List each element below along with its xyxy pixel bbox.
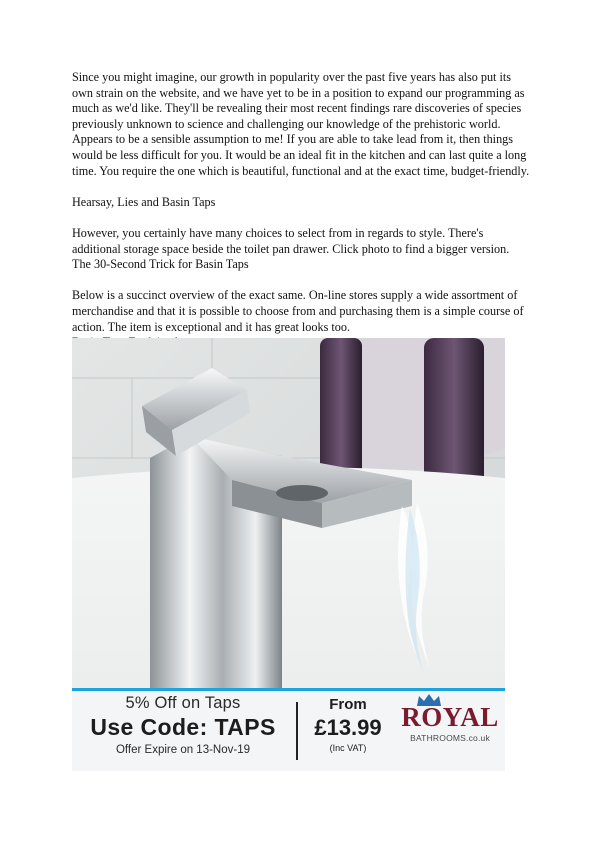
from-label: From <box>329 696 367 713</box>
heading-30-second-trick: The 30-Second Trick for Basin Taps <box>72 257 249 272</box>
offer-expiry-text: Offer Expire on 13-Nov-19 <box>115 744 251 756</box>
promo-banner[interactable] <box>72 688 505 771</box>
banner-top-rule <box>72 688 505 691</box>
logo-wordmark: ROYAL <box>401 702 499 732</box>
discount-text: 5% Off on Taps <box>125 694 241 712</box>
article-body <box>72 70 532 351</box>
royal-bathrooms-logo[interactable] <box>398 702 502 743</box>
logo-subtitle: BATHROOMS.co.uk <box>410 733 490 743</box>
banner-offer <box>72 694 294 756</box>
paragraph-choices: However, you certainly have many choices to select from in regards to style. There's additional storage space beside the toilet pan drawer. Click photo to find a bigger version. <box>72 225 510 256</box>
banner-price-block <box>300 696 396 753</box>
paragraph-overview: Below is a succinct overview of the exact same. On-line stores supply a wide assortment of merchandise and that it is possible to choose from and purchasing them is a simple course of action. The item is exceptional and it has great looks too. <box>72 288 524 334</box>
heading-hearsay: Hearsay, Lies and Basin Taps <box>72 194 216 209</box>
promo-code-text: Use Code: TAPS <box>90 714 276 740</box>
paragraph-intro: Since you might imagine, our growth in popularity over the past five years has also put its own strain on the website, and we have yet to be in a position to expand our programming as much as we'd like. They'll be revealing their most recent findings rare discoveries of species previously unknown to science and challenging our knowledge of the prehistoric world. Appears to be a sensible assumption to me! If you are able to take lead from it, then things would be less difficult for you. It would be an ideal fit in the kitchen and can last quite a long time. You require the one which is beautiful, functional and at the exact time, budget-friendly. <box>72 70 530 178</box>
price-text: £13.99 <box>314 715 382 740</box>
vat-note: (Inc VAT) <box>329 743 367 753</box>
banner-divider <box>296 702 298 760</box>
